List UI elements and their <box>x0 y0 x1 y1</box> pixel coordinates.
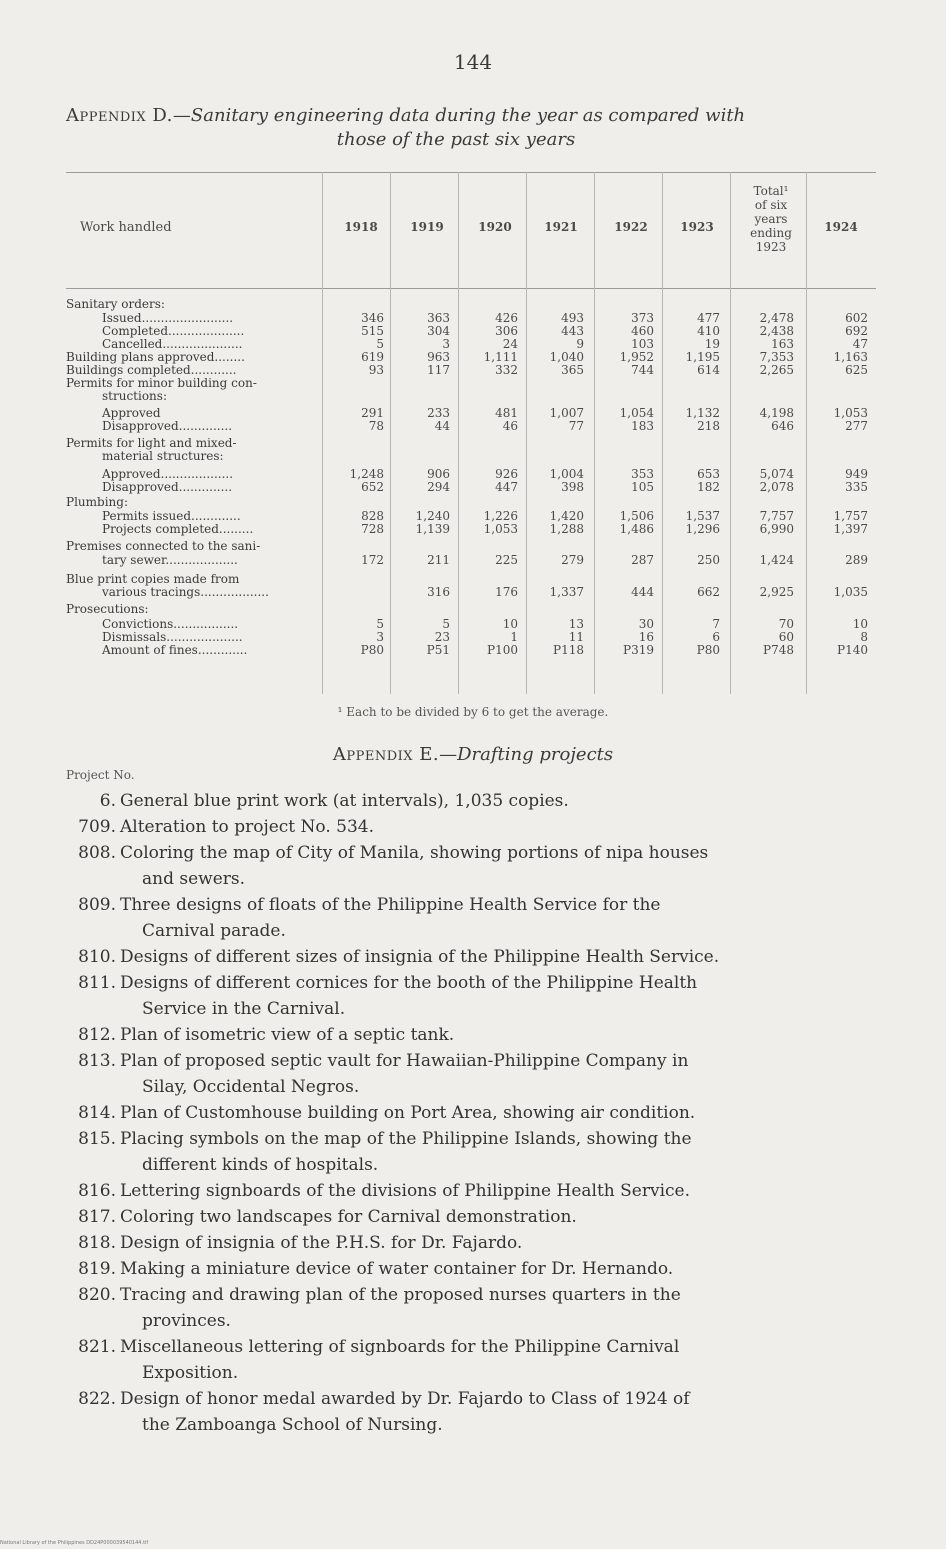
project-number: 819. <box>78 1259 116 1279</box>
table-cell: 172 <box>361 553 384 567</box>
table-cell: 176 <box>495 585 518 599</box>
row-label: Amount of fines............. <box>102 643 248 657</box>
table-cell: 365 <box>561 363 584 377</box>
table-cell: 1,132 <box>685 406 720 420</box>
project-text: Three designs of floats of the Philippine Health Service for the <box>120 895 661 915</box>
appendix-e-title <box>0 744 946 765</box>
table-cell: 13 <box>568 617 584 631</box>
header-year-1920: 1920 <box>478 220 512 234</box>
table-cell: 8 <box>860 630 868 644</box>
project-number: 820. <box>78 1285 116 1305</box>
row-label: Permits for minor building con- <box>66 376 257 390</box>
table-cell: 105 <box>631 480 654 494</box>
project-text: Designs of different cornices for the booth of the Philippine Health <box>120 973 698 993</box>
table-cell: 2,478 <box>759 311 794 325</box>
table-cell: 5 <box>376 337 384 351</box>
project-text: Tracing and drawing plan of the proposed nurses quarters in the <box>120 1285 681 1305</box>
appendix-e-label: Appendix E. <box>332 744 440 765</box>
table-cell: 1,053 <box>483 522 518 536</box>
table-cell: 653 <box>697 467 720 481</box>
header-total-line: years <box>754 212 788 226</box>
project-text: Making a miniature device of water container for Dr. Hernando. <box>120 1259 674 1279</box>
table-cell: 652 <box>361 480 384 494</box>
table-cell: 6,990 <box>759 522 794 536</box>
project-text: Placing symbols on the map of the Philippine Islands, showing the <box>120 1129 692 1149</box>
table-cell: 60 <box>778 630 794 644</box>
row-label: various tracings.................. <box>102 585 269 599</box>
project-number: 821. <box>78 1337 116 1357</box>
table-cell: 1,007 <box>549 406 584 420</box>
project-text-continuation: Silay, Occidental Negros. <box>142 1077 360 1097</box>
project-text: Plan of isometric view of a septic tank. <box>120 1025 455 1045</box>
table-cell: 10 <box>852 617 868 631</box>
table-cell: 233 <box>427 406 450 420</box>
header-total-line: 1923 <box>755 240 787 254</box>
project-number: 809. <box>78 895 116 915</box>
table-cell: 24 <box>502 337 518 351</box>
row-label: Permits issued............. <box>102 509 241 523</box>
table-cell: 7,757 <box>759 509 794 523</box>
row-label: Convictions................. <box>102 617 239 631</box>
appendix-e-subtitle: —Drafting projects <box>439 744 614 765</box>
row-label: Approved................... <box>102 467 234 481</box>
project-number: 815. <box>78 1129 116 1149</box>
table-row <box>66 644 876 657</box>
table-cell: 828 <box>361 509 384 523</box>
project-text-continuation: provinces. <box>142 1311 231 1331</box>
project-text: Design of honor medal awarded by Dr. Fajardo to Class of 1924 of <box>120 1389 690 1409</box>
row-label: Cancelled..................... <box>102 337 243 351</box>
project-number: 811. <box>78 973 116 993</box>
table-cell: 277 <box>845 419 868 433</box>
page-number: 144 <box>453 50 493 74</box>
table-cell: 287 <box>631 553 654 567</box>
table-cell: 1,397 <box>833 522 868 536</box>
table-cell: 1,420 <box>549 509 584 523</box>
project-item <box>66 840 886 892</box>
project-text: Coloring the map of City of Manila, showing portions of nipa houses <box>120 843 709 863</box>
table-cell: 1,296 <box>685 522 720 536</box>
project-item <box>66 1100 886 1126</box>
table-cell: 1,163 <box>833 350 868 364</box>
project-item <box>66 892 886 944</box>
table-cell: 3 <box>442 337 450 351</box>
header-work-handled: Work handled <box>80 220 172 235</box>
table-cell: 949 <box>845 467 868 481</box>
table-header-rule <box>66 288 876 289</box>
project-item <box>66 1256 886 1282</box>
project-text-continuation: Exposition. <box>142 1363 239 1383</box>
table-cell: 304 <box>427 324 450 338</box>
row-label: Projects completed......... <box>102 522 254 536</box>
table-cell: 398 <box>561 480 584 494</box>
table-cell: 481 <box>495 406 518 420</box>
table-cell: 1,506 <box>619 509 654 523</box>
project-text: General blue print work (at intervals), 1,035 copies. <box>120 791 569 811</box>
project-no-label: Project No. <box>66 768 135 782</box>
table-cell: 963 <box>427 350 450 364</box>
table-cell: 426 <box>495 311 518 325</box>
table-cell: 602 <box>845 311 868 325</box>
table-cell: 250 <box>697 553 720 567</box>
project-item <box>66 1204 886 1230</box>
table-cell: 1,757 <box>833 509 868 523</box>
table-cell: 373 <box>631 311 654 325</box>
table-row <box>66 586 876 599</box>
table-cell: 3 <box>376 630 384 644</box>
table-cell: P118 <box>553 643 584 657</box>
project-number: 816. <box>78 1181 116 1201</box>
table-cell: P80 <box>696 643 720 657</box>
table-cell: 23 <box>434 630 450 644</box>
table-cell: 225 <box>495 553 518 567</box>
project-text: Alteration to project No. 534. <box>120 817 374 837</box>
appendix-d-title <box>66 104 886 152</box>
table-cell: 19 <box>704 337 720 351</box>
table-cell: 1,952 <box>619 350 654 364</box>
table-cell: P140 <box>837 643 868 657</box>
project-text-continuation: Carnival parade. <box>142 921 286 941</box>
row-label: Permits for light and mixed- <box>66 436 237 450</box>
project-item <box>66 1230 886 1256</box>
sanitary-engineering-table <box>66 172 876 694</box>
table-cell: 614 <box>697 363 720 377</box>
project-text: Design of insignia of the P.H.S. for Dr. Fajardo. <box>120 1233 523 1253</box>
table-cell: 182 <box>697 480 720 494</box>
row-label: Buildings completed............ <box>66 363 237 377</box>
table-row <box>66 390 876 403</box>
table-top-rule <box>66 172 876 173</box>
project-text-continuation: Service in the Carnival. <box>142 999 346 1019</box>
drafting-projects-list <box>66 788 886 1438</box>
table-cell: 1,486 <box>619 522 654 536</box>
table-cell: 619 <box>361 350 384 364</box>
table-cell: 1,040 <box>549 350 584 364</box>
project-text: Lettering signboards of the divisions of Philippine Health Service. <box>120 1181 691 1201</box>
table-cell: 306 <box>495 324 518 338</box>
table-cell: 1,226 <box>483 509 518 523</box>
project-number: 814. <box>78 1103 116 1123</box>
project-number: 6. <box>99 791 116 811</box>
scan-label: National Library of the Philippines DD24P000039540144.tif <box>0 1540 149 1546</box>
project-text-continuation: different kinds of hospitals. <box>142 1155 379 1175</box>
header-year-1921: 1921 <box>544 220 578 234</box>
table-cell: 316 <box>427 585 450 599</box>
project-item <box>66 1386 886 1438</box>
table-cell: 477 <box>697 311 720 325</box>
appendix-d-subtitle-line1: —Sanitary engineering data during the year as compared with <box>172 105 746 126</box>
project-item <box>66 1048 886 1100</box>
table-cell: 47 <box>852 337 868 351</box>
project-number: 822. <box>78 1389 116 1409</box>
header-year-1922: 1922 <box>614 220 648 234</box>
table-cell: 1 <box>510 630 518 644</box>
row-label: Blue print copies made from <box>66 572 240 586</box>
project-number: 709. <box>78 817 116 837</box>
header-year-1924: 1924 <box>824 220 858 234</box>
table-cell: 692 <box>845 324 868 338</box>
header-year-1923: 1923 <box>680 220 714 234</box>
table-cell: 279 <box>561 553 584 567</box>
table-cell: 1,139 <box>415 522 450 536</box>
table-cell: 163 <box>771 337 794 351</box>
table-cell: P319 <box>623 643 654 657</box>
table-cell: 11 <box>568 630 584 644</box>
table-cell: 515 <box>361 324 384 338</box>
project-text: Coloring two landscapes for Carnival demonstration. <box>120 1207 577 1227</box>
table-cell: 294 <box>427 480 450 494</box>
row-label: material structures: <box>102 449 224 463</box>
table-cell: 30 <box>638 617 654 631</box>
table-cell: 662 <box>697 585 720 599</box>
table-cell: 211 <box>427 553 450 567</box>
table-cell: 332 <box>495 363 518 377</box>
table-row <box>66 603 876 616</box>
table-cell: 443 <box>561 324 584 338</box>
table-cell: 493 <box>561 311 584 325</box>
table-cell: 1,337 <box>549 585 584 599</box>
table-cell: 7,353 <box>759 350 794 364</box>
project-item <box>66 1282 886 1334</box>
table-cell: 117 <box>427 363 450 377</box>
row-label: structions: <box>102 389 167 403</box>
project-number: 817. <box>78 1207 116 1227</box>
row-label: Disapproved.............. <box>102 419 233 433</box>
table-cell: 5 <box>442 617 450 631</box>
table-cell: 6 <box>712 630 720 644</box>
project-text-continuation: the Zamboanga School of Nursing. <box>142 1415 443 1435</box>
table-cell: 444 <box>631 585 654 599</box>
table-cell: 78 <box>368 419 384 433</box>
table-cell: 291 <box>361 406 384 420</box>
table-cell: P80 <box>360 643 384 657</box>
row-label: Plumbing: <box>66 495 128 509</box>
header-total-line: ending <box>750 226 792 240</box>
table-cell: 2,265 <box>759 363 794 377</box>
table-cell: 1,111 <box>483 350 518 364</box>
table-cell: 460 <box>631 324 654 338</box>
table-cell: 218 <box>697 419 720 433</box>
row-label: tary sewer................... <box>102 553 238 567</box>
table-cell: 289 <box>845 553 868 567</box>
table-cell: 2,925 <box>759 585 794 599</box>
project-text: Designs of different sizes of insignia of the Philippine Health Service. <box>120 947 720 967</box>
table-cell: 93 <box>368 363 384 377</box>
project-text: Plan of proposed septic vault for Hawaiian-Philippine Company in <box>120 1051 689 1071</box>
table-cell: 1,537 <box>685 509 720 523</box>
table-cell: 5,074 <box>759 467 794 481</box>
table-cell: 1,053 <box>833 406 868 420</box>
table-cell: 1,248 <box>349 467 384 481</box>
row-label: Approved <box>102 406 161 420</box>
project-number: 810. <box>78 947 116 967</box>
project-number: 808. <box>78 843 116 863</box>
table-cell: 7 <box>712 617 720 631</box>
appendix-d-label: Appendix D. <box>66 105 173 126</box>
table-cell: 16 <box>638 630 654 644</box>
project-number: 812. <box>78 1025 116 1045</box>
table-row <box>66 298 876 311</box>
table-cell: 1,195 <box>685 350 720 364</box>
table-cell: 46 <box>502 419 518 433</box>
table-cell: P100 <box>487 643 518 657</box>
row-label: Sanitary orders: <box>66 297 165 311</box>
table-row <box>66 540 876 553</box>
row-label: Prosecutions: <box>66 602 149 616</box>
row-label: Building plans approved........ <box>66 350 245 364</box>
table-cell: 2,438 <box>759 324 794 338</box>
table-cell: 744 <box>631 363 654 377</box>
table-cell: 353 <box>631 467 654 481</box>
table-cell: 410 <box>697 324 720 338</box>
table-cell: 77 <box>568 419 584 433</box>
project-item <box>66 788 886 814</box>
table-row <box>66 554 876 567</box>
table-cell: 1,054 <box>619 406 654 420</box>
header-year-1918: 1918 <box>344 220 378 234</box>
project-item <box>66 1334 886 1386</box>
project-item <box>66 1022 886 1048</box>
table-cell: 10 <box>502 617 518 631</box>
table-cell: 2,078 <box>759 480 794 494</box>
table-cell: 926 <box>495 467 518 481</box>
row-label: Premises connected to the sani- <box>66 539 261 553</box>
table-cell: 1,424 <box>759 553 794 567</box>
project-item <box>66 1178 886 1204</box>
table-cell: 906 <box>427 467 450 481</box>
table-cell: P748 <box>763 643 794 657</box>
table-cell: 1,035 <box>833 585 868 599</box>
header-total-line: of six <box>754 198 788 212</box>
table-row <box>66 481 876 494</box>
table-cell: 183 <box>631 419 654 433</box>
table-cell: 1,288 <box>549 522 584 536</box>
table-cell: 103 <box>631 337 654 351</box>
table-cell: 44 <box>434 419 450 433</box>
row-label: Issued........................ <box>102 311 234 325</box>
header-total-line: Total¹ <box>753 184 789 198</box>
header-year-1919: 1919 <box>410 220 444 234</box>
table-cell: 346 <box>361 311 384 325</box>
table-cell: P51 <box>426 643 450 657</box>
project-item <box>66 970 886 1022</box>
project-item <box>66 1126 886 1178</box>
project-number: 818. <box>78 1233 116 1253</box>
table-cell: 363 <box>427 311 450 325</box>
project-text: Miscellaneous lettering of signboards for the Philippine Carnival <box>120 1337 680 1357</box>
table-cell: 70 <box>778 617 794 631</box>
table-cell: 447 <box>495 480 518 494</box>
appendix-d-subtitle-line2: those of the past six years <box>336 129 576 150</box>
project-item <box>66 944 886 970</box>
project-number: 813. <box>78 1051 116 1071</box>
table-cell: 1,004 <box>549 467 584 481</box>
table-cell: 335 <box>845 480 868 494</box>
row-label: Disapproved.............. <box>102 480 233 494</box>
table-row <box>66 496 876 509</box>
table-cell: 1,240 <box>415 509 450 523</box>
project-text-continuation: and sewers. <box>142 869 246 889</box>
table-cell: 9 <box>576 337 584 351</box>
table-cell: 5 <box>376 617 384 631</box>
table-cell: 4,198 <box>759 406 794 420</box>
row-label: Completed.................... <box>102 324 245 338</box>
row-label: Dismissals.................... <box>102 630 243 644</box>
table-row <box>66 420 876 433</box>
table-row <box>66 523 876 536</box>
table-footnote: ¹ Each to be divided by 6 to get the average. <box>337 705 609 719</box>
table-row <box>66 377 876 390</box>
header-total-six-years <box>738 184 804 254</box>
table-row <box>66 450 876 463</box>
table-cell: 728 <box>361 522 384 536</box>
project-item <box>66 814 886 840</box>
project-text: Plan of Customhouse building on Port Area, showing air condition. <box>120 1103 696 1123</box>
table-cell: 646 <box>771 419 794 433</box>
table-cell: 625 <box>845 363 868 377</box>
